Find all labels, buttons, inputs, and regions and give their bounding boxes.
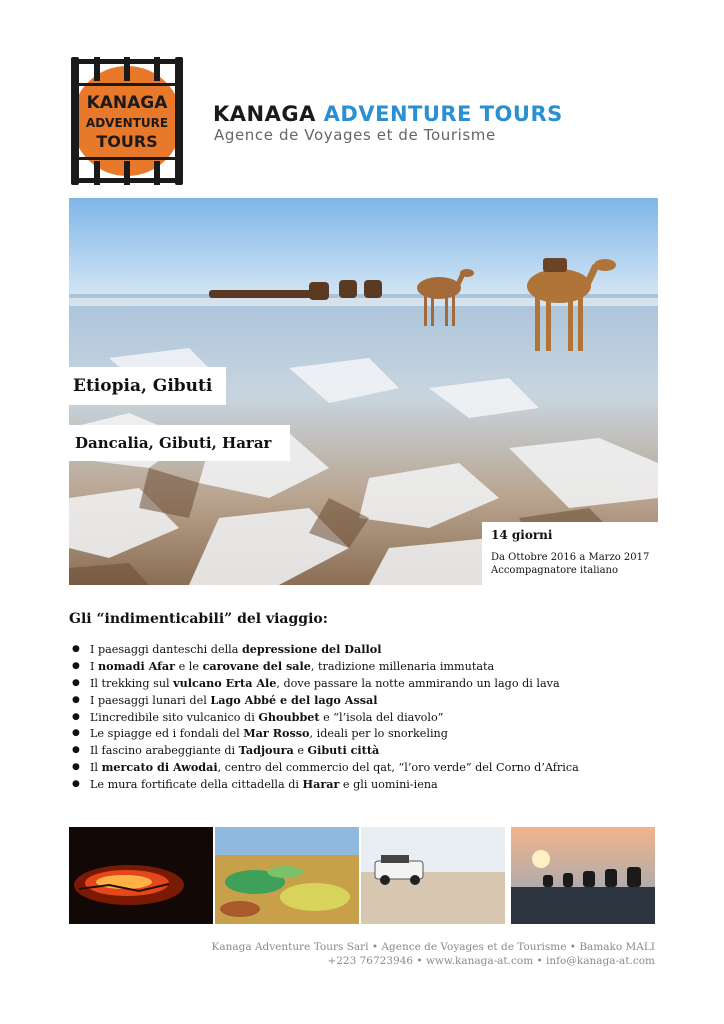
list-item: ● Il fascino arabeggiante di Tadjoura e Gibuti città <box>72 743 380 758</box>
brand-name <box>213 102 563 126</box>
bullet-icon: ● <box>72 660 80 671</box>
photo-dallol <box>215 827 359 924</box>
trip-subtitle: Dancalia, Gibuti, Harar <box>69 425 290 461</box>
highlights-list <box>69 641 579 793</box>
list-item: ● Il trekking sul vulcano Erta Ale, dove passare la notte ammirando un lago di lava <box>72 675 560 690</box>
photo-desert-jeep <box>361 827 505 924</box>
list-item: ● Le mura fortificate della cittadella di Harar e gli uomini-iena <box>72 777 438 792</box>
brand-tagline: Agence de Voyages et de Tourisme <box>214 126 496 144</box>
bullet-icon: ● <box>72 694 80 705</box>
bullet-icon: ● <box>72 677 80 688</box>
trip-guide: Accompagnatore italiano <box>491 565 619 576</box>
trip-period: Da Ottobre 2016 a Marzo 2017 <box>491 552 650 563</box>
bullet-icon: ● <box>72 762 80 773</box>
list-item: ● I paesaggi lunari del Lago Abbé e del lago Assal <box>72 692 378 707</box>
trip-title: Etiopia, Gibuti <box>69 367 226 405</box>
list-item: ● Il mercato di Awodai, centro del commercio del qat, “l’oro verde” del Corno d’Africa <box>72 760 579 775</box>
trip-info-box <box>482 522 658 585</box>
logo-line1: KANAGA <box>86 93 168 113</box>
bullet-icon: ● <box>72 779 80 790</box>
photo-sunset-caravan <box>511 827 655 924</box>
company-logo <box>68 57 186 185</box>
bullet-icon: ● <box>72 711 80 722</box>
bullet-icon: ● <box>72 728 80 739</box>
brand-name-part2: ADVENTURE TOURS <box>323 102 563 126</box>
bullet-icon: ● <box>72 745 80 756</box>
list-item: ● L’incredibile sito vulcanico di Ghoubbet e “l’isola del diavolo” <box>72 709 444 724</box>
list-item: ● I nomadi Afar e le carovane del sale, tradizione millenaria immutata <box>72 658 495 673</box>
bullet-icon: ● <box>72 644 80 654</box>
footer-contact-line: +223 76723946 • www.kanaga-at.com • info@kanaga-at.com <box>327 955 655 967</box>
list-item: ● I paesaggi danteschi della depressione del Dallol <box>72 642 382 656</box>
list-item: ● Le spiagge ed i fondali del Mar Rosso, ideali per lo snorkeling <box>72 726 448 741</box>
footer <box>212 940 656 968</box>
highlights-title: Gli “indimenticabili” del viaggio: <box>69 611 328 627</box>
trip-duration: 14 giorni <box>491 528 553 542</box>
logo-line2: ADVENTURE <box>85 116 169 130</box>
brand-name-part1: KANAGA <box>213 102 316 126</box>
photo-lava-lake <box>69 827 213 924</box>
footer-company-line: Kanaga Adventure Tours Sarl • Agence de Voyages et de Tourisme • Bamako MALI <box>211 941 655 953</box>
logo-line3: TOURS <box>96 132 158 151</box>
